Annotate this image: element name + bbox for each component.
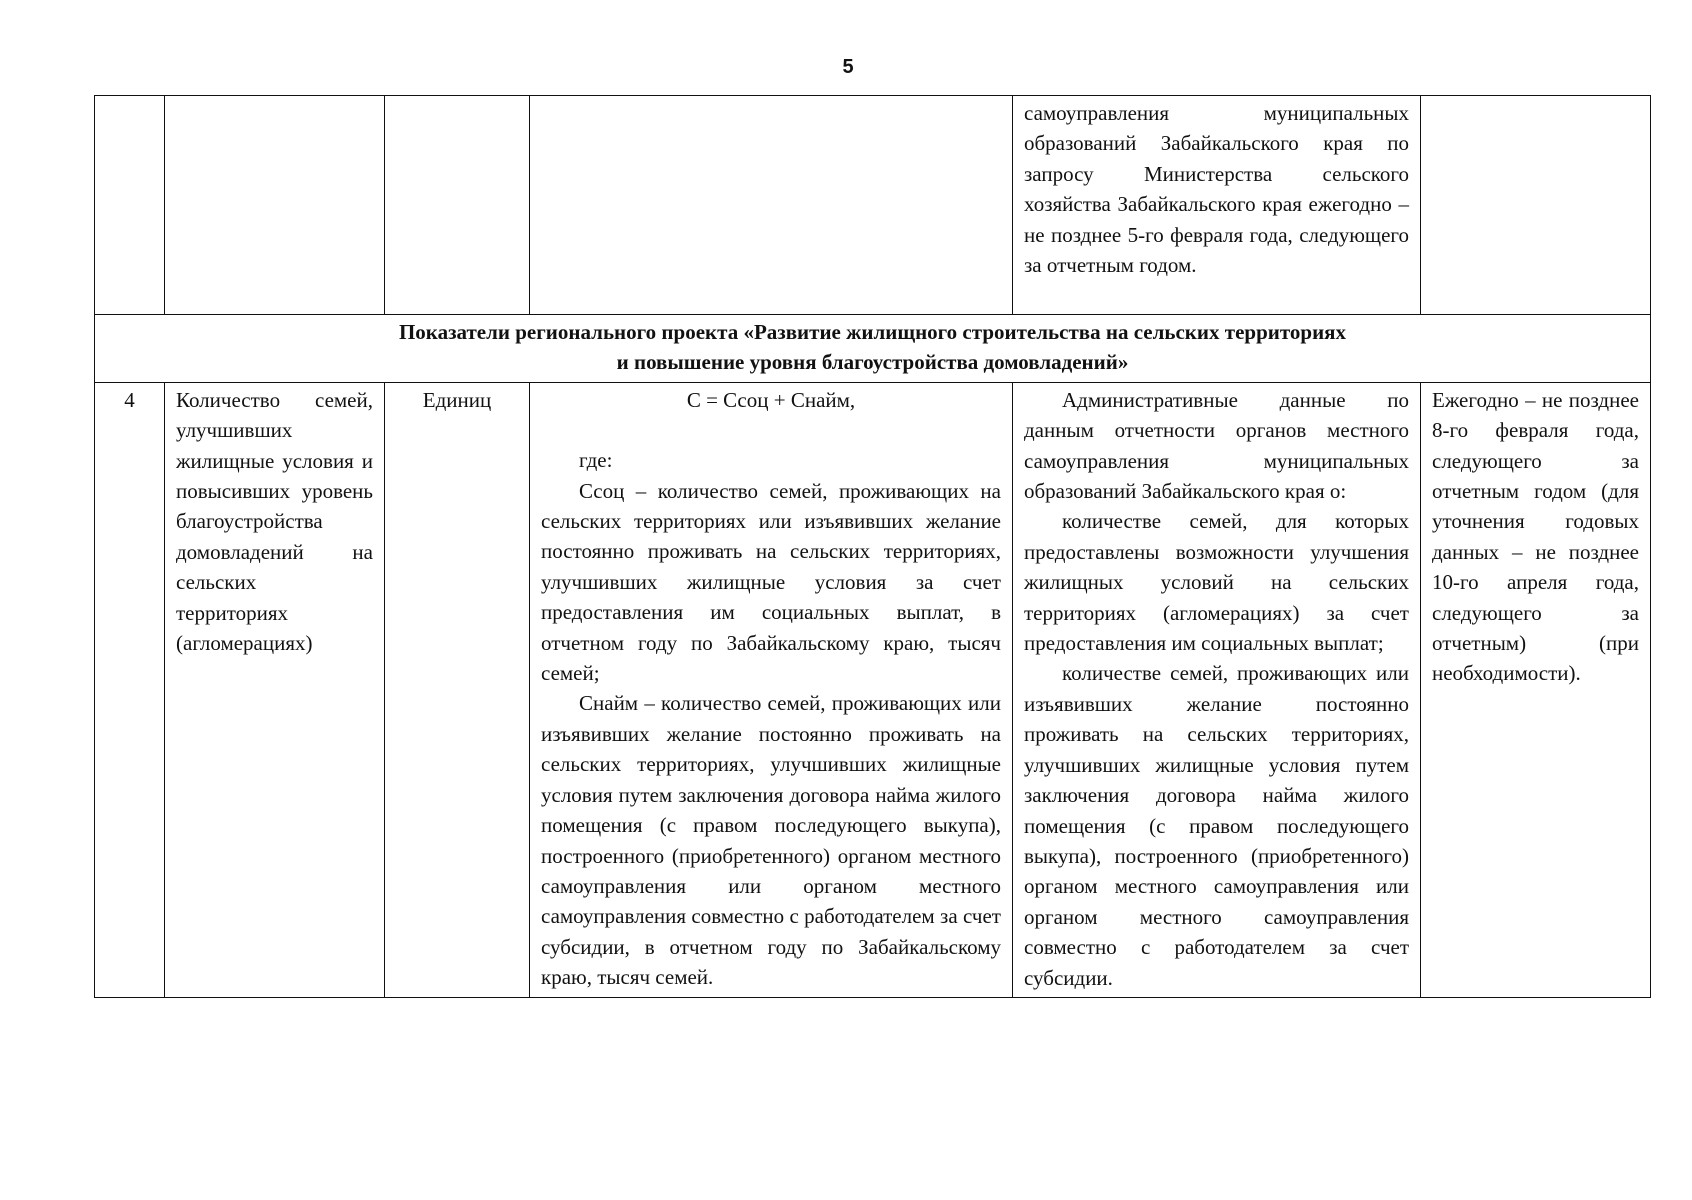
section-header-line1: Показатели регионального проекта «Развитие жилищного строительства на сельских территориях [398, 320, 1347, 344]
section-header-line2: и повышение уровня благоустройства домовладений» [616, 350, 1129, 375]
cell-unit-empty [385, 96, 530, 315]
formula-where: где: [579, 448, 613, 473]
cell-number: 4 [95, 382, 165, 997]
cell-data-source [1013, 382, 1421, 997]
indicators-table [94, 95, 1651, 998]
formula: С = Ссоц + Снайм, [686, 387, 856, 412]
table-row-continued [95, 96, 1651, 315]
cell-number-empty [95, 96, 165, 315]
cell-deadline: Ежегодно – не позднее 8-го февраля года, следующего за отчетным годом (для уточнения годовых данных – не позднее 10-го апреля года, следующего за отчетным) (при необходимости). [1421, 382, 1651, 997]
cell-source-continued: самоуправления муниципальных образований Забайкальского края по запросу Министерства сельского хозяйства Забайкальского края ежегодно – не позднее 5-го февраля года, следующего за отчетным годом. [1013, 96, 1421, 315]
formula-ssoc: Ссоц – количество семей, проживающих на сельских территориях или изъявивших желание постоянно проживать на сельских территориях, улучшивших жилищные условия за счет предоставления им социальных выплат, в отчетном году по Забайкальскому краю, тысяч семей; [541, 478, 1001, 686]
cell-formula-empty [530, 96, 1013, 315]
section-header-row [95, 315, 1651, 383]
cell-indicator-name: Количество семей, улучшивших жилищные условия и повысивших уровень благоустройства домовладений на сельских территориях (агломерациях) [165, 382, 385, 997]
page-number: 5 [842, 56, 854, 78]
formula-snaim: Снайм – количество семей, проживающих или изъявивших желание постоянно проживать на сельских территориях, улучшивших жилищные условия путем заключения договора найма жилого помещения (с правом последующего выкупа), построенного (приобретенного) органом местного самоуправления или органом местного самоуправления совместно с работодателем за счет субсидии, в отчетном году по Забайкальскому краю, тысяч семей. [541, 691, 1001, 990]
cell-formula [530, 382, 1013, 997]
cell-deadline-empty [1421, 96, 1651, 315]
source-item-2: количестве семей, проживающих или изъявивших желание постоянно проживать на сельских территориях, улучшивших жилищные условия путем заключения договора найма жилого помещения (с правом последующего выкупа), построенного (приобретенного) органом местного самоуправления или органом местного самоуправления совместно с работодателем за счет субсидии. [1024, 661, 1409, 990]
cell-unit: Единиц [385, 382, 530, 997]
cell-name-empty [165, 96, 385, 315]
source-intro: Административные данные по данным отчетности органов местного самоуправления муниципальных образований Забайкальского края о: [1024, 387, 1409, 504]
source-item-1: количестве семей, для которых предоставлены возможности улучшения жилищных условий на сельских территориях (агломерациях) за счет предоставления им социальных выплат; [1024, 509, 1409, 656]
table-row-4 [95, 382, 1651, 997]
section-header [95, 315, 1651, 383]
